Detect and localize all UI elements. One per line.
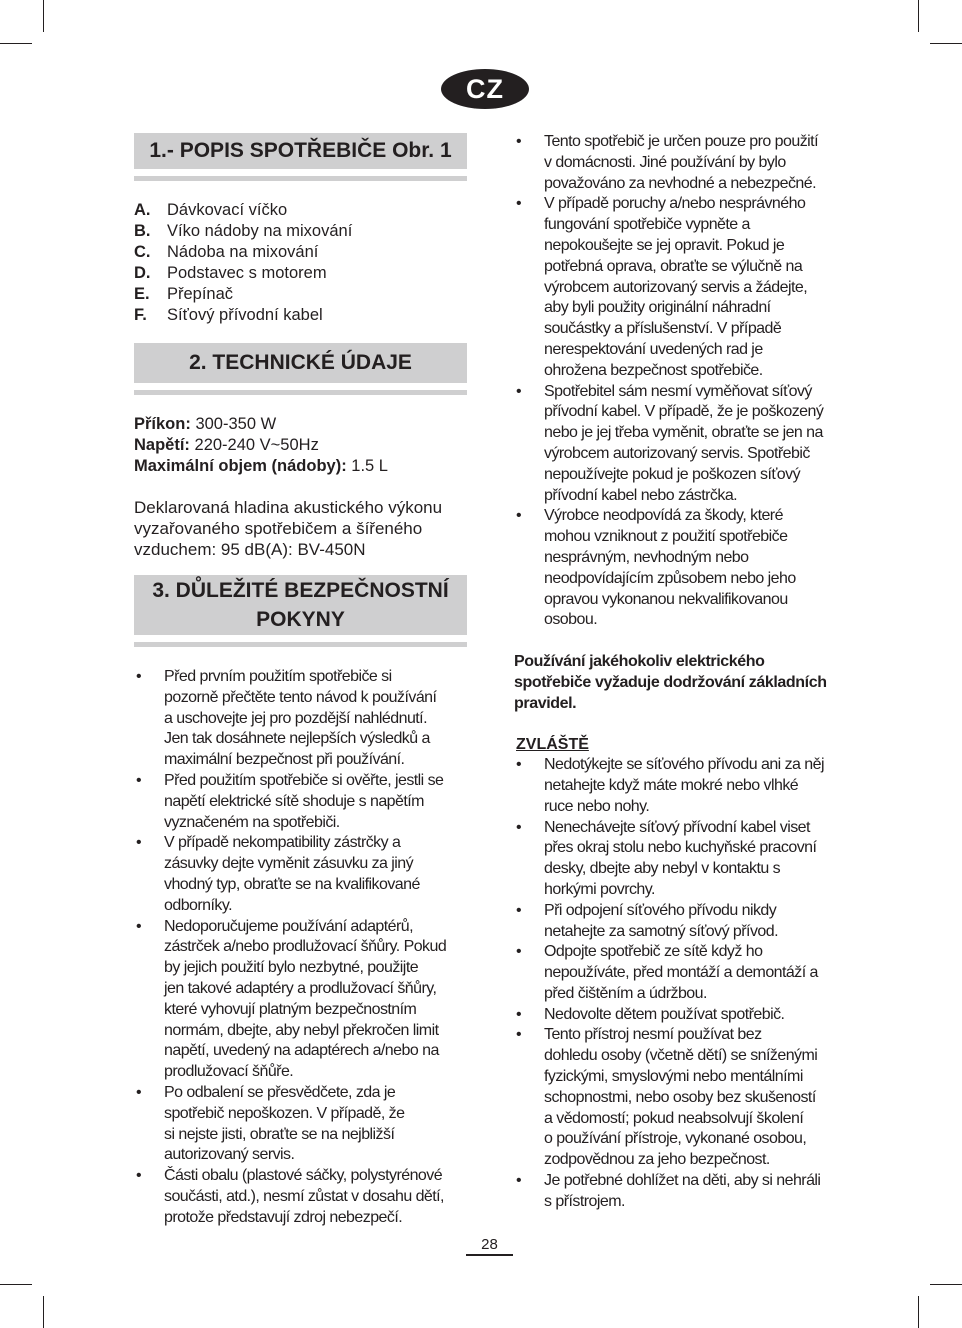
- list-item-line: • Nenechávejte síťový přívodní kabel viset: [544, 818, 810, 836]
- list-item-line: horkými povrchy.: [544, 880, 655, 898]
- list-item-line: • V případě nekompatibility zástrčky a: [164, 834, 401, 852]
- list-item-line: jen takové adaptéry a prodlužovací šňůry,: [164, 979, 437, 997]
- list-item-line: považováno za nevhodné a nebezpečné.: [544, 174, 816, 192]
- legend-key: E.: [134, 285, 150, 303]
- list-item-line: aby byli použity originální náhradní: [544, 299, 771, 317]
- safety-list-right-top: [514, 132, 850, 631]
- safety-list-left: [134, 667, 467, 1229]
- list-item: [514, 1171, 850, 1213]
- list-item-line: a vědomostí; pokud neabsolvují školení: [544, 1109, 804, 1127]
- crop-mark: [930, 1284, 962, 1285]
- list-item: [134, 917, 467, 1083]
- list-item-line: prodlužovací šňůře.: [164, 1063, 294, 1081]
- list-item-line: • Je potřebné dohlížet na děti, aby si nehráli: [544, 1172, 821, 1190]
- list-item-line: nebo je jej třeba vyměnit, obraťte se jen na: [544, 424, 823, 442]
- list-item: [514, 382, 850, 507]
- legend-item: [134, 263, 467, 284]
- list-item-line: přívodní kabel. V případě, že je poškozený: [544, 403, 824, 421]
- legend-item: [134, 284, 467, 305]
- list-item-line: vhodný typ, obraťte se na kvalifikované: [164, 875, 420, 893]
- list-item-line: odborníky.: [164, 896, 233, 914]
- list-item-line: • Tento přístroj nesmí používat bez: [544, 1026, 762, 1044]
- list-item: [514, 1025, 850, 1171]
- crop-mark: [43, 0, 44, 32]
- list-item-line: protože představují zdroj nebezpečí.: [164, 1208, 403, 1226]
- legend-item: [134, 242, 467, 263]
- list-item-line: potřebná oprava, obraťte se výlučně na: [544, 257, 803, 275]
- spec-volume: Maximální objem (nádoby): 1.5 L: [134, 457, 388, 475]
- list-item-line: • Spotřebitel sám nesmí vyměňovat síťový: [544, 382, 812, 400]
- list-item-line: výrobcem autorizovaný servis. Spotřebič: [544, 444, 810, 462]
- crop-mark: [918, 0, 919, 32]
- list-item-line: • Nedovolte dětem používat spotřebič.: [544, 1005, 785, 1023]
- list-item-line: • V případě poruchy a/nebo nesprávného: [544, 195, 806, 213]
- list-item: [514, 901, 850, 943]
- legend-label: Nádoba na mixování: [167, 243, 319, 261]
- list-item-line: zásuvky dejte vyměnit zásuvku za jiný: [164, 855, 414, 873]
- list-item: [514, 942, 850, 1004]
- list-item-line: • Nedoporučujeme používání adaptérů,: [164, 917, 414, 935]
- section1-heading-rule: [134, 176, 467, 181]
- list-item: [134, 771, 467, 833]
- list-item-line: • Tento spotřebič je určen pouze pro použití: [544, 133, 818, 150]
- list-item-line: schopnostmi, nebo osoby bez skušeností: [544, 1088, 816, 1106]
- list-item-line: neodpovídajícím způsobem nebo jeho: [544, 569, 796, 587]
- list-item-line: součástky a příslušenství. V případě: [544, 320, 782, 338]
- list-item-line: • Výrobce neodpovídá za škody, které: [544, 507, 783, 525]
- list-item-line: pozorně přečtěte tento návod k používání: [164, 688, 437, 706]
- list-item-line: nepokoušejte se jej opravit. Pokud je: [544, 236, 785, 254]
- list-item-line: fungování spotřebiče vypněte a: [544, 216, 750, 234]
- list-item-line: v domácnosti. Jiné používání by bylo: [544, 153, 786, 171]
- list-item-line: vyznačeném na spotřebiči.: [164, 813, 340, 831]
- list-item-line: • Odpojte spotřebič ze sítě když ho: [544, 943, 763, 961]
- especially-heading: ZVLÁŠTĚ: [516, 736, 589, 754]
- legend-label: Víko nádoby na mixování: [167, 222, 353, 240]
- list-item: [514, 194, 850, 381]
- legend-label: Podstavec s motorem: [167, 264, 327, 282]
- list-item-line: osobou.: [544, 611, 598, 629]
- list-item-line: fyzickými, smyslovými nebo mentálními: [544, 1068, 803, 1086]
- legend-item: [134, 305, 467, 326]
- list-item-line: by jejich použití bylo nezbytné, použijte: [164, 959, 419, 977]
- list-item-line: si nejste jisti, obraťte se na nejbližší: [164, 1125, 395, 1143]
- list-item-line: ruce nebo nohy.: [544, 797, 650, 815]
- legend-label: Přepínač: [167, 285, 234, 303]
- section3-heading-rule: [134, 642, 467, 647]
- list-item-line: o používání přístroje, vykonané osobou,: [544, 1130, 807, 1148]
- list-item-line: • Před prvním použitím spotřebiče si: [164, 668, 392, 685]
- list-item-line: zodpovědnou za jeho bezpečnost.: [544, 1151, 770, 1169]
- section3-heading: 3. DŮLEŽITÉ BEZPEČNOSTNÍ POKYNY: [134, 575, 467, 635]
- list-item-line: • Při odpojení síťového přívodu nikdy: [544, 901, 777, 919]
- list-item: [514, 1005, 850, 1026]
- spec-voltage: Napětí: 220-240 V~50Hz: [134, 436, 319, 454]
- list-item-line: • Části obalu (plastové sáčky, polystyrénové: [164, 1167, 443, 1185]
- list-item-line: spotřebič nepoškozen. V případě, že: [164, 1104, 405, 1122]
- tech-specs: [134, 414, 467, 477]
- noise-declaration: Deklarovaná hladina akustického výkonu vyzařovaného spotřebičem a šířeného vzduchem: 95 dB(A): BV-450N: [134, 498, 443, 559]
- list-item-line: nepoužívejte pokud je poškozen síťový: [544, 465, 801, 483]
- list-item-line: které vyhovují platným bezpečnostním: [164, 1000, 417, 1018]
- list-item-line: napětí elektrické sítě shoduje s napětím: [164, 792, 424, 810]
- list-item-line: přívodní kabel nebo zástrčka.: [544, 486, 738, 504]
- section2-heading: 2. TECHNICKÉ ÚDAJE: [134, 343, 467, 383]
- list-item-line: před čištěním a údržbou.: [544, 984, 707, 1002]
- legend-key: D.: [134, 264, 151, 282]
- legend-item: [134, 200, 467, 221]
- list-item-line: nerespektování uvedených rad je: [544, 340, 763, 358]
- list-item-line: nesprávným, nevhodným nebo: [544, 548, 749, 566]
- list-item: [134, 1166, 467, 1228]
- list-item-line: zástrček a/nebo prodlužovací šňůry. Pokud: [164, 938, 447, 956]
- section1-heading: 1.- POPIS SPOTŘEBIČE Obr. 1: [134, 133, 467, 169]
- list-item-line: • Před použitím spotřebiče si ověřte, jestli se: [164, 771, 444, 789]
- list-item: [514, 818, 850, 901]
- language-badge: CZ: [441, 69, 529, 109]
- parts-legend: [134, 200, 467, 326]
- legend-label: Síťový přívodní kabel: [167, 306, 323, 324]
- list-item-line: s přístrojem.: [544, 1192, 625, 1210]
- safety-list-right-bottom: [514, 755, 850, 1213]
- legend-item: [134, 221, 467, 242]
- section2-heading-rule: [134, 390, 467, 395]
- list-item: [514, 755, 850, 817]
- list-item: [134, 833, 467, 916]
- list-item-line: součásti, atd.), nesmí zůstat v dosahu dětí,: [164, 1187, 444, 1205]
- crop-mark: [0, 43, 32, 44]
- page-number: 28: [466, 1236, 513, 1256]
- spec-power: Příkon: 300-350 W: [134, 415, 277, 433]
- list-item-line: opravou vykonanou nekvalifikovanou: [544, 590, 788, 608]
- list-item-line: • Nedotýkejte se síťového přívodu ani za něj: [544, 756, 824, 774]
- list-item-line: netahejte za samotný síťový přívod.: [544, 922, 778, 940]
- list-item-line: normám, dbejte, aby nebyl překročen limit: [164, 1021, 439, 1039]
- general-rules-note: Používání jakéhokoliv elektrického spotřebiče vyžaduje dodržování základních pravidel.: [514, 653, 827, 713]
- list-item-line: napětí, uvedený na adaptérech a/nebo na: [164, 1042, 439, 1060]
- list-item: [134, 1083, 467, 1166]
- list-item-line: přes okraj stolu nebo kuchyňské pracovní: [544, 839, 817, 857]
- legend-key: C.: [134, 243, 151, 261]
- list-item-line: desky, dbejte aby nebyl v kontaktu s: [544, 860, 781, 878]
- crop-mark: [0, 1284, 32, 1285]
- legend-key: F.: [134, 306, 147, 324]
- right-column: [514, 132, 850, 1213]
- list-item-line: maximální bezpečnost při používání.: [164, 751, 405, 769]
- list-item-line: autorizovaný servis.: [164, 1146, 295, 1164]
- list-item-line: mohou vzniknout z použití spotřebiče: [544, 528, 788, 546]
- list-item: [514, 132, 850, 194]
- list-item: [134, 667, 467, 771]
- crop-mark: [930, 43, 962, 44]
- list-item-line: dohledu osoby (včetně dětí) se sníženými: [544, 1047, 818, 1065]
- list-item-line: • Po odbalení se přesvědčete, zda je: [164, 1083, 396, 1101]
- crop-mark: [43, 1296, 44, 1328]
- legend-key: B.: [134, 222, 151, 240]
- list-item-line: výrobcem autorizovaný servis a žádejte,: [544, 278, 808, 296]
- list-item-line: ohrožena bezpečnost spotřebiče.: [544, 361, 763, 379]
- left-column: [134, 133, 467, 1229]
- list-item: [514, 506, 850, 631]
- list-item-line: nepoužíváte, před montáží a demontáží a: [544, 964, 818, 982]
- list-item-line: netahejte když máte mokré nebo vlhké: [544, 776, 799, 794]
- crop-mark: [918, 1296, 919, 1328]
- legend-key: A.: [134, 201, 151, 219]
- legend-label: Dávkovací víčko: [167, 201, 288, 219]
- list-item-line: Jen tak dosáhnete nejlepších výsledků a: [164, 730, 430, 748]
- list-item-line: a uschovejte jej pro pozdější nahlédnutí.: [164, 709, 427, 727]
